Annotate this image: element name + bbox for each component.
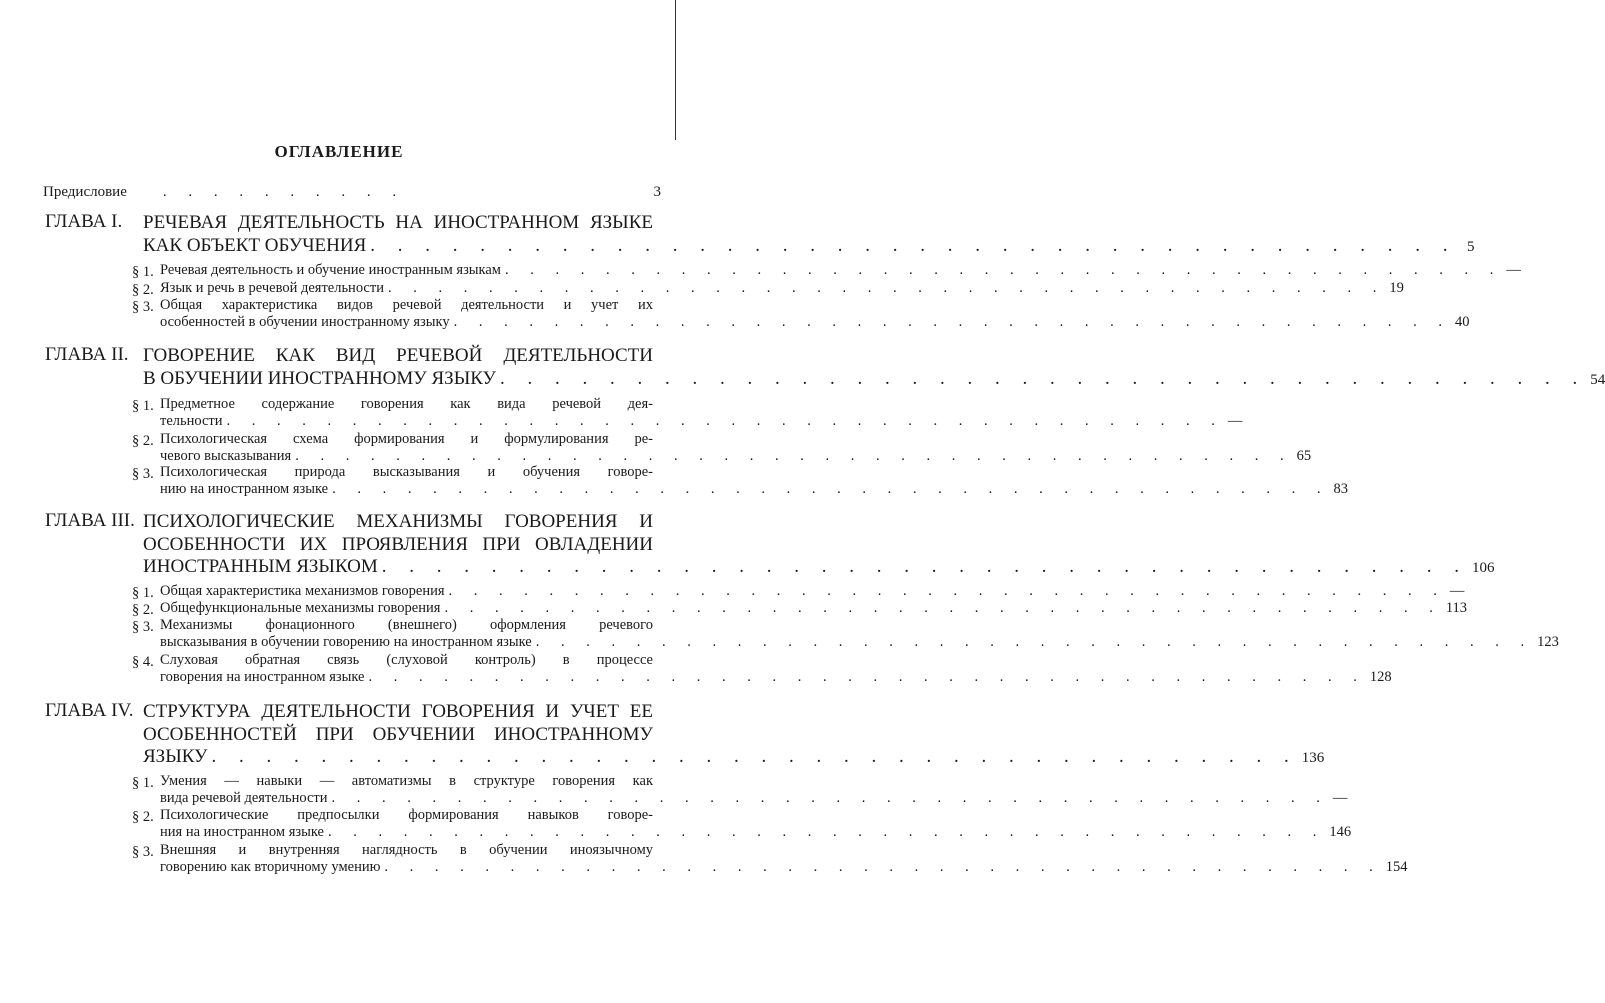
dot-leader: . . . . . . . . . . . . . . . . . . . . . . . . . . . . . . . . . . . . . . . . xyxy=(448,583,1446,599)
page-number: — xyxy=(1227,413,1243,429)
entry-label: Предисловие xyxy=(43,184,127,200)
dot-leader: . . . . . . . . . . . . . . . . . . . . . . . . . . . . . . . . . . . . . . . . xyxy=(327,824,1326,840)
section-text: нию на иностранном языке xyxy=(160,481,329,497)
section-line xyxy=(160,448,1312,465)
section-text: тельности xyxy=(160,413,223,429)
section-line xyxy=(160,773,653,790)
dot-leader: . . . . . . . . . . . . . . . . . . . . . . . . . . . . . . . . . . . . . . . . xyxy=(384,859,1382,875)
section-line xyxy=(160,464,653,481)
dot-leader: . . . . . . . . . . . . . . . . . . . . . . . . . . . . . . . . . . . . . . . . xyxy=(295,448,1293,464)
section-text: Психологические предпосылки формирования навыков говоре- xyxy=(160,807,653,823)
section-text: высказывания в обучении говорению на иностранном языке xyxy=(160,634,532,650)
chapter-title-text: СТРУКТУРА ДЕЯТЕЛЬНОСТИ ГОВОРЕНИЯ И УЧЕТ ЕЕ xyxy=(143,701,653,722)
chapter-title-line xyxy=(143,534,653,556)
section-line xyxy=(160,807,653,824)
section-line xyxy=(160,634,1559,651)
section-text: Предметное содержание говорения как вида речевой дея- xyxy=(160,396,653,412)
section-number: § 1. xyxy=(132,264,154,280)
chapter-title-line xyxy=(143,212,653,234)
section-line xyxy=(160,314,1470,331)
section-number: § 1. xyxy=(132,585,154,601)
section-text: ния на иностранном языке xyxy=(160,824,324,840)
chapter-title-text: ЯЗЫКУ xyxy=(143,746,208,767)
chapter-title-text: ИНОСТРАННЫМ ЯЗЫКОМ xyxy=(143,556,378,577)
chapter-title-line xyxy=(143,701,653,723)
section-number: § 1. xyxy=(132,398,154,414)
chapter-title-line xyxy=(143,345,653,367)
dot-leader: . . . . . . . . . . . . . . . . . . . . . . . . . . . . . . . . . . . . . . . . xyxy=(444,600,1442,616)
section-number: § 3. xyxy=(132,619,154,635)
section-text: Психологическая схема формирования и формулирования ре- xyxy=(160,431,653,447)
section-number: § 2. xyxy=(132,282,154,298)
section-line xyxy=(160,413,1243,430)
section-line xyxy=(160,859,1408,876)
dot-leader: . . . . . . . . . . . . . . . . . . . . . . . . . . . . . . . . . . . . . . . . xyxy=(535,634,1534,650)
section-number: § 2. xyxy=(132,602,154,618)
section-line xyxy=(160,790,1348,807)
dot-leader: . . . . . . . . . . . . . . . . . . . . . . . . . . . . . . . . . . . . . . . . xyxy=(332,481,1330,497)
section-text: Внешняя и внутренняя наглядность в обучении иноязычному xyxy=(160,842,653,858)
dot-leader: . . . . . . . . . . xyxy=(162,184,406,200)
section-line xyxy=(160,280,1404,297)
section-number: § 2. xyxy=(132,809,154,825)
toc-entry-preface xyxy=(43,184,661,201)
section-text: чевого высказывания xyxy=(160,448,292,464)
section-line xyxy=(160,824,1352,841)
page-number: 83 xyxy=(1333,481,1348,497)
section-number: § 3. xyxy=(132,844,154,860)
section-line xyxy=(160,262,1521,279)
section-text: Общая характеристика механизмов говорения xyxy=(160,583,445,599)
chapter-title-text: ГОВОРЕНИЕ КАК ВИД РЕЧЕВОЙ ДЕЯТЕЛЬНОСТИ xyxy=(143,345,653,366)
section-text: говорения на иностранном языке xyxy=(160,669,365,685)
section-text: Язык и речь в речевой деятельности xyxy=(160,280,384,296)
section-line xyxy=(160,297,653,314)
section-text: говорению как вторичному умению xyxy=(160,859,381,875)
chapter-title-line xyxy=(143,556,1495,578)
page-number: 5 xyxy=(1467,238,1475,255)
section-line xyxy=(160,617,653,634)
dot-leader: . . . . . . . . . . . . . . . . . . . . . . . . . . . . . . . . . . . . . . . . xyxy=(368,669,1366,685)
section-text: Слуховая обратная связь (слуховой контроль) в процессе xyxy=(160,652,653,668)
chapter-title-text: КАК ОБЪЕКТ ОБУЧЕНИЯ xyxy=(143,234,367,256)
chapter-title-line xyxy=(143,234,1475,257)
page-number: 40 xyxy=(1455,314,1470,330)
page-number: — xyxy=(1332,790,1348,806)
page-number: 154 xyxy=(1385,859,1408,875)
page-edge xyxy=(675,0,676,140)
section-text: Умения — навыки — автоматизмы в структуре говорения как xyxy=(160,773,653,789)
section-text: Общефункциональные механизмы говорения xyxy=(160,600,441,616)
chapter-title-line xyxy=(143,367,1605,390)
section-text: вида речевой деятельности xyxy=(160,790,328,806)
section-number: § 3. xyxy=(132,466,154,482)
dot-leader: . . . . . . . . . . . . . . . . . . . . . . . . . . . . . . . . . . . . . . . . xyxy=(370,234,1457,256)
chapter-title-line xyxy=(143,724,653,746)
page-number: 65 xyxy=(1296,448,1312,464)
page-number: 19 xyxy=(1389,280,1404,296)
page-number: 123 xyxy=(1537,634,1559,650)
dot-leader: . . . . . . . . . . . . . . . . . . . . . . . . . . . . . . . . . . . . . . . . xyxy=(381,556,1469,577)
chapter-label: ГЛАВА IV. xyxy=(45,700,134,721)
section-number: § 4. xyxy=(132,654,154,670)
chapter-title-text: ПСИХОЛОГИЧЕСКИЕ МЕХАНИЗМЫ ГОВОРЕНИЯ И xyxy=(143,511,653,532)
page-number: — xyxy=(1506,262,1521,278)
chapter-label: ГЛАВА II. xyxy=(45,344,129,365)
section-line xyxy=(160,396,653,413)
page-title: ОГЛАВЛЕНИЕ xyxy=(274,142,404,161)
chapter-title-line xyxy=(143,511,653,533)
section-line xyxy=(160,600,1468,617)
section-line xyxy=(160,481,1348,498)
page-number: 106 xyxy=(1472,560,1495,576)
dot-leader: . . . . . . . . . . . . . . . . . . . . . . . . . . . . . . . . . . . . . . . . xyxy=(387,280,1386,296)
dot-leader: . . . . . . . . . . . . . . . . . . . . . . . . . . . . . . . . . . . . . . . . xyxy=(226,413,1224,429)
dot-leader: . . . . . . . . . . . . . . . . . . . . . . . . . . . . . . . . . . . . . . . . xyxy=(500,367,1587,389)
dot-leader: . . . . . . . . . . . . . . . . . . . . . . . . . . . . . . . . . . . . . . . . xyxy=(453,314,1451,330)
page-number: 146 xyxy=(1329,824,1352,840)
dot-leader: . . . . . . . . . . . . . . . . . . . . . . . . . . . . . . . . . . . . . . . . xyxy=(211,746,1298,767)
chapter-title-line xyxy=(143,746,1325,768)
section-number: § 2. xyxy=(132,433,154,449)
section-line xyxy=(160,583,1465,600)
page-number: 54 xyxy=(1590,371,1605,388)
section-line xyxy=(160,431,653,448)
chapter-title-text: ОСОБЕННОСТИ ИХ ПРОЯВЛЕНИЯ ПРИ ОВЛАДЕНИИ xyxy=(143,533,653,555)
section-number: § 1. xyxy=(132,775,154,791)
section-text: Психологическая природа высказывания и обучения говоре- xyxy=(160,464,653,480)
chapter-label: ГЛАВА III. xyxy=(45,510,135,531)
page-number: 113 xyxy=(1445,600,1468,616)
chapter-title-text: ОСОБЕННОСТЕЙ ПРИ ОБУЧЕНИИ ИНОСТРАННОМУ xyxy=(143,723,653,745)
page-number: 128 xyxy=(1369,669,1392,685)
chapter-title-text: РЕЧЕВАЯ ДЕЯТЕЛЬНОСТЬ НА ИНОСТРАННОМ ЯЗЫКЕ xyxy=(143,212,653,233)
section-text: Речевая деятельность и обучение иностранным языкам xyxy=(160,262,501,278)
dot-leader: . . . . . . . . . . . . . . . . . . . . . . . . . . . . . . . . . . . . . . . . xyxy=(331,790,1329,806)
section-number: § 3. xyxy=(132,299,154,315)
section-text: особенностей в обучении иностранному языку xyxy=(160,314,450,330)
page-number: 136 xyxy=(1301,750,1325,766)
chapter-title-text: В ОБУЧЕНИИ ИНОСТРАННОМУ ЯЗЫКУ xyxy=(143,367,497,389)
section-line xyxy=(160,652,653,669)
section-text: Механизмы фонационного (внешнего) оформления речевого xyxy=(160,617,653,633)
section-line xyxy=(160,669,1392,686)
section-text: Общая характеристика видов речевой деятельности и учет их xyxy=(160,297,653,313)
section-line xyxy=(160,842,653,859)
page-number: — xyxy=(1449,583,1465,599)
page-number: 3 xyxy=(653,184,661,200)
chapter-label: ГЛАВА I. xyxy=(45,211,123,232)
dot-leader: . . . . . . . . . . . . . . . . . . . . . . . . . . . . . . . . . . . . . . . . xyxy=(504,262,1503,278)
